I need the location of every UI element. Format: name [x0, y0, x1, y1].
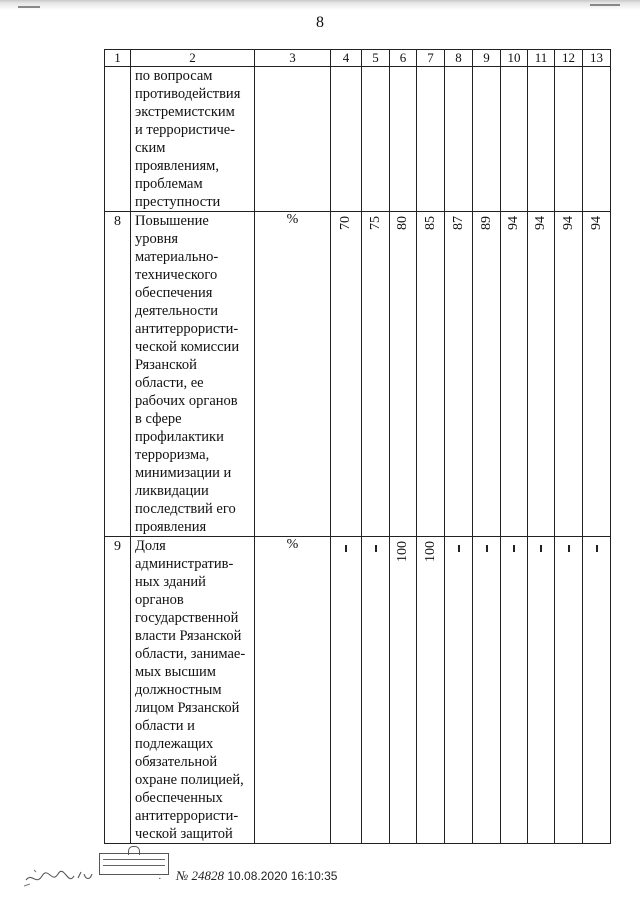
unit-cell: % [255, 537, 331, 844]
header-cell: 8 [445, 50, 473, 67]
indicator-name-line: проблемам [135, 176, 203, 192]
indicator-name-line: ных зданий [135, 574, 206, 590]
indicator-value: 94 [588, 216, 604, 230]
table-row [105, 212, 611, 537]
indicator-name-line: проявления [135, 519, 207, 535]
row-number: 9 [105, 537, 131, 844]
indicator-name-line: области и [135, 718, 195, 734]
header-cell: 6 [390, 50, 417, 67]
header-cell: 12 [555, 50, 583, 67]
indicator-name-line: ческой комиссии [135, 339, 240, 355]
value-cell [445, 212, 473, 537]
indicator-name-line: терроризма, [135, 447, 210, 463]
indicator-name-line: экстремистским [135, 104, 235, 120]
value-cell [501, 537, 528, 844]
indicator-name-line: антитеррористи- [135, 321, 239, 337]
dash-mark [568, 545, 570, 552]
indicator-name-line: технического [135, 267, 218, 283]
indicator-name-line: подлежащих [135, 736, 214, 752]
indicator-name-line: Рязанской [135, 357, 197, 373]
dash-mark [540, 545, 542, 552]
dash-mark [345, 545, 347, 552]
dash-mark [513, 545, 515, 552]
indicator-name-line: по вопросам [135, 68, 213, 84]
indicator-name-line: материально- [135, 249, 219, 265]
registration-stamp [99, 853, 169, 875]
indicator-name-line: должностным [135, 682, 222, 698]
value-cell [555, 212, 583, 537]
indicator-name-line: охране полицией, [135, 772, 244, 788]
scan-edge [0, 0, 640, 14]
indicator-name-line: антитеррористи- [135, 808, 239, 824]
value-cell [362, 537, 390, 844]
indicator-value: 94 [560, 216, 576, 230]
page-number: 8 [316, 14, 324, 31]
value-cell [473, 212, 501, 537]
document-number: № 24828 [176, 868, 225, 883]
table-row [105, 537, 611, 844]
value-cell [473, 537, 501, 844]
document-timestamp: 10.08.2020 16:10:35 [227, 869, 338, 883]
indicator-name-line: области, ее [135, 375, 204, 391]
value-cell [331, 537, 362, 844]
dash-mark [375, 545, 377, 552]
header-row [105, 50, 611, 67]
indicator-name-line: Доля [135, 538, 166, 554]
indicator-name-line: рабочих органов [135, 393, 238, 409]
indicator-name-line: деятельности [135, 303, 219, 319]
indicator-name [131, 537, 255, 844]
value-cell [583, 212, 611, 537]
value-cell [473, 67, 501, 212]
value-cell [501, 67, 528, 212]
dash-mark [596, 545, 598, 552]
indicator-name-line: власти Рязанской [135, 628, 242, 644]
value-cell [583, 67, 611, 212]
indicator-value: 100 [422, 541, 438, 562]
value-cell [390, 67, 417, 212]
value-cell [445, 67, 473, 212]
row-number [105, 67, 131, 212]
indicator-name-line: уровня [135, 231, 179, 247]
indicator-name-line: лицом Рязанской [135, 700, 240, 716]
header-cell: 7 [417, 50, 445, 67]
scan-speck [590, 4, 620, 6]
indicator-name-line: проявлениям, [135, 158, 219, 174]
indicator-value: 80 [395, 216, 410, 230]
header-cell: 13 [583, 50, 611, 67]
indicator-name-line: профилактики [135, 429, 224, 445]
indicator-value: 85 [422, 216, 438, 230]
indicator-name-line: ским [135, 140, 166, 156]
row-number: 8 [105, 212, 131, 537]
value-cell [528, 67, 555, 212]
indicator-name [131, 67, 255, 212]
indicator-name-line: мых высшим [135, 664, 216, 680]
dash-mark [486, 545, 488, 552]
value-cell [445, 537, 473, 844]
indicator-name-line: преступности [135, 194, 221, 210]
indicator-name-line: обеспечения [135, 285, 213, 301]
value-cell [331, 212, 362, 537]
indicator-name-line: Повышение [135, 213, 209, 229]
header-cell: 3 [255, 50, 331, 67]
indicator-name-line: обязательной [135, 754, 218, 770]
indicator-value: 94 [506, 216, 521, 230]
indicator-name-line: противодействия [135, 86, 241, 102]
unit-cell [255, 67, 331, 212]
indicator-name-line: ликвидации [135, 483, 209, 499]
indicator-value: 75 [367, 216, 383, 230]
table-row [105, 67, 611, 212]
indicator-name-line: и террористиче- [135, 122, 236, 138]
indicator-name-line: административ- [135, 556, 234, 572]
value-cell [362, 67, 390, 212]
header-cell: 11 [528, 50, 555, 67]
value-cell [362, 212, 390, 537]
indicator-value: 87 [450, 216, 466, 230]
header-cell: 9 [473, 50, 501, 67]
handwritten-signature [22, 864, 100, 890]
value-cell [528, 212, 555, 537]
indicator-name-line: органов [135, 592, 184, 608]
scan-speck [18, 6, 40, 8]
indicator-value: 94 [533, 216, 548, 230]
indicator-name-line: обеспеченных [135, 790, 223, 806]
value-cell [417, 537, 445, 844]
header-cell: 5 [362, 50, 390, 67]
unit-cell: % [255, 212, 331, 537]
value-cell [417, 67, 445, 212]
value-cell [501, 212, 528, 537]
value-cell [583, 537, 611, 844]
value-cell [390, 537, 417, 844]
indicators-table [104, 49, 611, 844]
indicator-name-line: последствий его [135, 501, 236, 517]
value-cell [555, 67, 583, 212]
indicator-name-line: государственной [135, 610, 239, 626]
header-cell: 1 [105, 50, 131, 67]
header-cell: 10 [501, 50, 528, 67]
dash-mark [458, 545, 460, 552]
indicator-name-line: в сфере [135, 411, 182, 427]
indicator-name-line: ческой защитой [135, 826, 233, 842]
value-cell [555, 537, 583, 844]
value-cell [390, 212, 417, 537]
indicator-name-line: области, занимае- [135, 646, 246, 662]
indicator-value: 70 [338, 216, 353, 230]
registration-line [176, 868, 337, 884]
indicator-name-line: минимизации и [135, 465, 232, 481]
header-cell: 4 [331, 50, 362, 67]
value-cell [528, 537, 555, 844]
value-cell [331, 67, 362, 212]
tick-mark-icon: · [158, 873, 162, 885]
indicator-value: 89 [478, 216, 494, 230]
value-cell [417, 212, 445, 537]
header-cell: 2 [131, 50, 255, 67]
indicator-value: 100 [395, 541, 410, 562]
indicator-name [131, 212, 255, 537]
